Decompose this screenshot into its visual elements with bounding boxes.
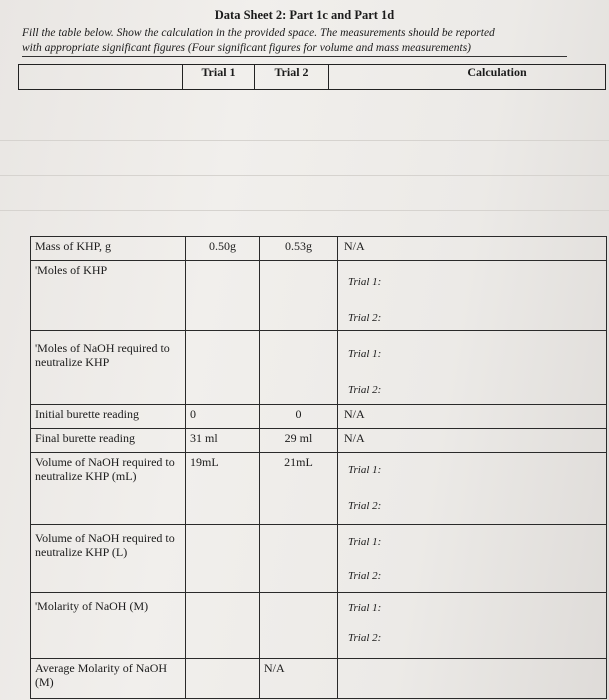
header-blank-cell [19, 65, 183, 89]
moles-khp-trial-1[interactable] [186, 261, 260, 331]
moles-naoh-trial-2[interactable] [260, 331, 338, 405]
calc-trial-2-label: Trial 2: [348, 312, 382, 324]
label-volume-ml: Volume of NaOH required to neutralize KHP (mL) [31, 453, 186, 525]
moles-khp-trial-2[interactable] [260, 261, 338, 331]
row-molarity [31, 593, 607, 659]
calc-trial-1-label: Trial 1: [348, 348, 382, 360]
volume-l-calc[interactable] [338, 525, 607, 593]
calc-trial-1-label: Trial 1: [348, 602, 382, 614]
volume-l-trial-2[interactable] [260, 525, 338, 593]
faint-rule [0, 140, 609, 141]
avg-trial-2: N/A [260, 659, 338, 699]
row-moles-naoh [31, 331, 607, 405]
instructions-underline [22, 56, 567, 57]
instructions-line-1: Fill the table below. Show the calculation in the provided space. The measurements should be reported [22, 27, 495, 39]
mass-khp-calc: N/A [338, 237, 607, 261]
avg-trial-1[interactable] [186, 659, 260, 699]
molarity-calc[interactable] [338, 593, 607, 659]
final-trial-2[interactable]: 29 ml [260, 429, 338, 453]
instructions-line-2: with appropriate significant figures (Four significant figures for volume and mass measurements) [22, 42, 472, 54]
row-average-molarity [31, 659, 607, 699]
calc-trial-2-label: Trial 2: [348, 384, 382, 396]
molarity-trial-2[interactable] [260, 593, 338, 659]
mass-khp-trial-2[interactable]: 0.53g [260, 237, 338, 261]
volume-l-trial-1[interactable] [186, 525, 260, 593]
molarity-trial-1[interactable] [186, 593, 260, 659]
moles-khp-calc[interactable] [338, 261, 607, 331]
label-moles-naoh: 'Moles of NaOH required to neutralize KHP [31, 331, 186, 405]
final-trial-1[interactable]: 31 ml [186, 429, 260, 453]
volume-ml-calc[interactable] [338, 453, 607, 525]
row-final-burette [31, 429, 607, 453]
label-volume-l: Volume of NaOH required to neutralize KHP (L) [31, 525, 186, 593]
moles-naoh-trial-1[interactable] [186, 331, 260, 405]
volume-ml-trial-2[interactable]: 21mL [260, 453, 338, 525]
row-moles-khp [31, 261, 607, 331]
label-average-molarity: Average Molarity of NaOH (M) [31, 659, 186, 699]
calc-trial-1-label: Trial 1: [348, 536, 382, 548]
label-moles-khp: 'Moles of KHP [31, 261, 186, 331]
faint-rule [0, 210, 609, 211]
label-final-burette: Final burette reading [31, 429, 186, 453]
row-mass-khp [31, 237, 607, 261]
moles-naoh-calc[interactable] [338, 331, 607, 405]
header-trial-1: Trial 1 [183, 65, 255, 89]
label-mass-khp: Mass of KHP, g [31, 237, 186, 261]
calc-trial-1-label: Trial 1: [348, 464, 382, 476]
row-volume-l [31, 525, 607, 593]
label-molarity: 'Molarity of NaOH (M) [31, 593, 186, 659]
initial-trial-1[interactable]: 0 [186, 405, 260, 429]
row-initial-burette [31, 405, 607, 429]
faint-rule [0, 175, 609, 176]
mass-khp-trial-1[interactable]: 0.50g [186, 237, 260, 261]
header-trial-2: Trial 2 [255, 65, 329, 89]
initial-calc: N/A [338, 405, 607, 429]
header-row [18, 64, 606, 90]
volume-ml-trial-1[interactable]: 19mL [186, 453, 260, 525]
label-initial-burette: Initial burette reading [31, 405, 186, 429]
final-calc: N/A [338, 429, 607, 453]
calc-trial-1-label: Trial 1: [348, 276, 382, 288]
data-table [30, 236, 607, 699]
header-calculation: Calculation [467, 65, 527, 79]
row-volume-ml [31, 453, 607, 525]
calc-trial-2-label: Trial 2: [348, 570, 382, 582]
calc-trial-2-label: Trial 2: [348, 632, 382, 644]
avg-calc[interactable] [338, 659, 607, 699]
initial-trial-2[interactable]: 0 [260, 405, 338, 429]
sheet-title: Data Sheet 2: Part 1c and Part 1d [214, 8, 395, 22]
calc-trial-2-label: Trial 2: [348, 500, 382, 512]
